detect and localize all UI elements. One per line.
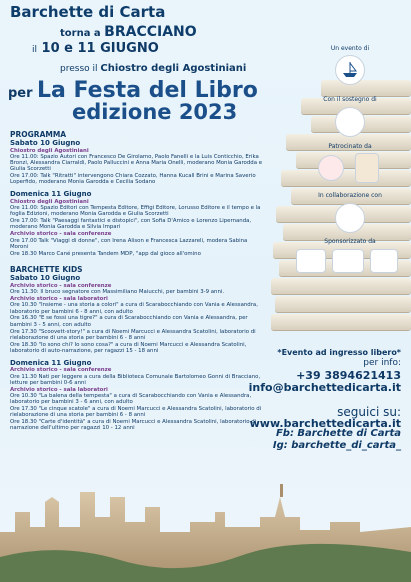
instagram-handle[interactable]: Ig: barchette_di_carta_ (272, 440, 401, 451)
kids-event: Ore 11.30: Il bruco segnatore con Massimiliano Maiucchi, per bambini 3-9 anni. (10, 289, 225, 296)
partner-logo (335, 203, 365, 233)
program-event: Ore 18.30 Marco Cané presenta Tandem MDP, "app dal gioco all'omino (10, 250, 201, 257)
kids-event: Ore 11.30 Nati per leggere a cura della Biblioteca Comunale Bartolomeo Gonni di Bracciano, letture per bambini 0-6 anni (10, 373, 261, 386)
il-text: il (32, 45, 38, 55)
event-dates: 10 e 11 GIUGNO (41, 41, 159, 56)
kids-event: Ore 18.30 "Io sono chi? Io sono cosa?" a cura di Noemi Marcucci e Alessandra Scatolini, laboratorio di auto-narrazione, per ragazzi 15 - 18 anni (10, 341, 247, 354)
torna-a-text: torna a (60, 28, 101, 39)
venue-line (60, 63, 246, 74)
program-event: Ore 17.00: Talk "Paesaggi fantastici e distopici", con Sofia D'Amico e Lorenzo Lipernanda, moderano Monia Garodda e Silvia Impari (10, 218, 252, 231)
free-entry-note: *Evento ad ingresso libero* (277, 348, 401, 357)
info-label: per info: (363, 358, 401, 368)
organizer-label: Un evento di (330, 45, 370, 52)
sponsor-logo-2 (332, 249, 364, 273)
program-event: Ore 17.00 Talk "Viaggi di donne", con Irena Alison e Francesca Lazzareli, modera Sabina Moroni (10, 237, 248, 250)
comune-crest-icon (355, 153, 379, 183)
event-title: Barchette di Carta (10, 3, 166, 21)
region-logo (318, 155, 344, 181)
edition-label: edizione 2023 (72, 100, 238, 124)
email-address[interactable]: info@barchettedicarta.it (248, 381, 401, 394)
kids-event: Ore 10.30 "La balena della tempesta" a cura di Scarabocchiando con Vania e Alessandra, laboratorio per bambini 3 - 6 anni, con adulto (10, 392, 252, 406)
venue-subheading: Archivio storico - sala conferenze (10, 231, 112, 238)
day-heading: Domenica 11 Giugno (10, 190, 92, 199)
program-event: Ore 11.00: Spazio Autori con Francesco De Girolamo, Paolo Fanelli e la Luis Conticchio, Erika Bronzi, Alessandra Ciarraldi, Paolo Palluccini e Anna Maria Onelli, moderano Monia Garodda e Giulia Scorzetti (10, 153, 263, 173)
facebook-handle[interactable]: Fb: Barchette di Carta (275, 428, 401, 439)
return-line (60, 24, 197, 40)
phone-number[interactable]: +39 3894621413 (296, 369, 401, 382)
program-title: PROGRAMMA (10, 130, 67, 139)
kids-event: Ore 16.30 "E se fossi una tigre?" a cura di Scarabocchiando con Vania e Alessandra, per bambini 3 - 5 anni, con adulto (10, 315, 248, 328)
sponsors-column (300, 40, 400, 280)
support-label: Con il sostegno di (323, 96, 377, 103)
sponsor-logo-1 (296, 249, 326, 273)
venue-name: Chiostro degli Agostiniani (100, 63, 247, 74)
collaboration-label: In collaborazione con (318, 192, 382, 199)
per-text: per (8, 86, 33, 101)
program-event: Ore 17.00: Talk "Ritratti" intervengono Chiara Cozzato, Hanna Kucall Brini e Marina Saverio Loperfido, moderano Monia Garodda e Cecilia Sodano (10, 173, 256, 186)
kids-event: Ore 17.30 "Le cinque scatole" a cura di Noemi Marcucci e Alessandra Scatolini, laboratorio di rielaborazione di una storia per bambini 6 - 8 anni (10, 406, 262, 419)
supporter-logo (335, 107, 365, 137)
day-heading: Sabato 10 Giugno (10, 139, 81, 147)
festival-name: La Festa del Libro (37, 78, 258, 103)
follow-label: seguici su: (337, 405, 401, 419)
sponsor-logo-3 (370, 249, 398, 273)
kids-event: Ore 17.30 "Scoovett-story!" a cura di Noemi Marcucci e Alessandra Scatolini, laboratorio di rielaborazione di una storia per bambini 6 - 8 anni (10, 328, 256, 341)
venue-subheading: Archivio storico - sala laboratori (10, 296, 108, 303)
sponsor-label: Sponsorizzato da (324, 238, 376, 245)
dates-line (32, 41, 159, 56)
venue-subheading: Archivio storico - sala conferenze (10, 367, 112, 374)
place-name: BRACCIANO (104, 24, 197, 40)
venue-subheading: Chiostro degli Agostiniani (10, 198, 89, 205)
barchette-logo (335, 55, 365, 85)
day-heading: Sabato 10 Giugno (10, 274, 81, 283)
bracciano-castle-illustration (0, 472, 411, 582)
kids-title: BARCHETTE KIDS (10, 265, 83, 275)
kids-event: Ore 18.30 "Carte d'identità" a cura di Noemi Marcucci e Alessandra Scatolini, laboratorio di narrazione dell'ultimo per ragazzi 10 - 12 anni (10, 419, 257, 432)
venue-subheading: Archivio storico - sala conferenze (10, 282, 112, 289)
website-link[interactable]: www.barchettedicarta.it (249, 417, 401, 430)
venue-subheading: Archivio storico - sala laboratori (10, 386, 108, 393)
program-section (10, 130, 265, 432)
day-heading: Domenica 11 Giugno (10, 358, 92, 367)
program-event: Ore 11.00: Spazio Editori con Tempesta Editore, Effigi Editore, Lorusso Editore e il tempo e la foglia Edizioni, moderano Monia Garodda e Giulia Scorzetti (10, 205, 261, 218)
presso-text: presso il (60, 64, 98, 74)
patronage-label: Patrocinato da (328, 143, 372, 150)
kids-event: Ore 10.30 "Insieme - una storia a colori" a cura di Scarabocchiando con Vania e Alessandra, laboratorio per bambini 6 - 8 anni, con adulto (10, 302, 258, 315)
venue-subheading: Chiostro degli Agostiniani (10, 147, 89, 154)
